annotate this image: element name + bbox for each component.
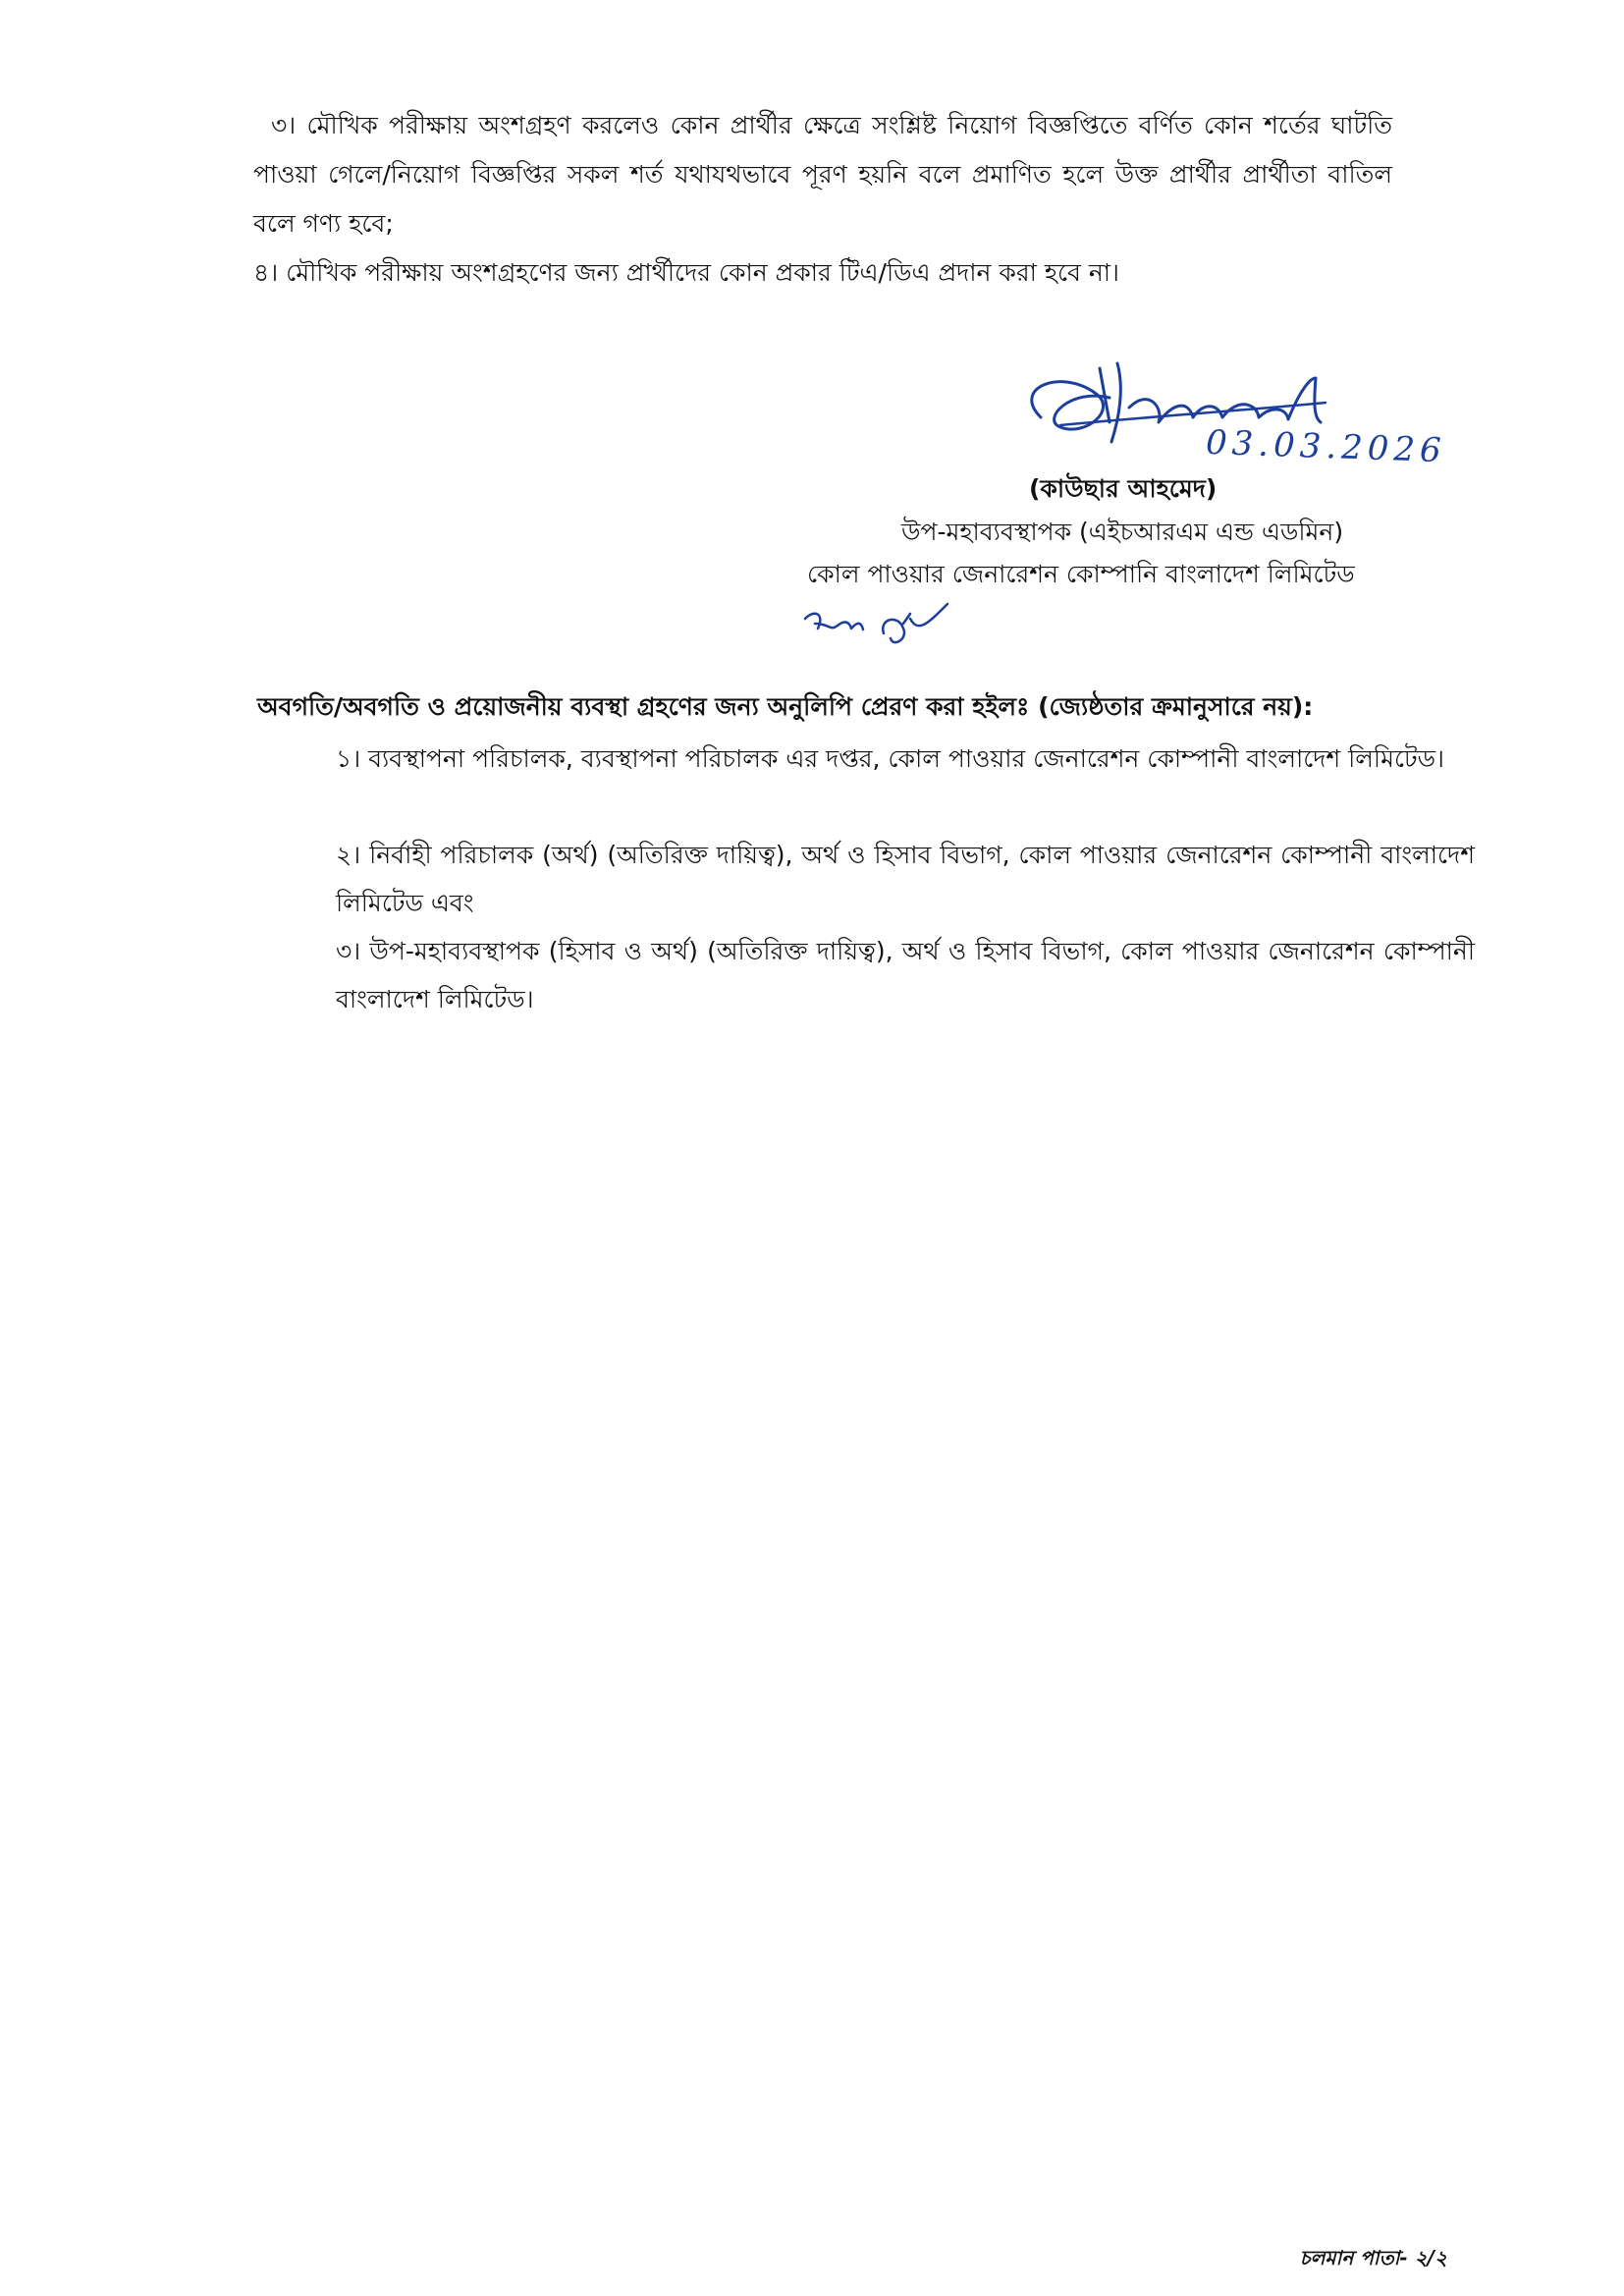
signature-date: 03.03.2026 xyxy=(1205,422,1447,471)
page-continuation-label: চলমান পাতা- ২/২ xyxy=(1299,2246,1447,2269)
condition-3-number: ৩। xyxy=(271,111,297,139)
copy-to-item-3 xyxy=(336,927,1475,1023)
copy-to-item-2 xyxy=(336,831,1475,927)
signatory-designation: উপ-মহাব্যবস্থাপক (এইচআরএম এন্ড এডমিন) xyxy=(901,518,1344,546)
copy-to-heading: অবগতি/অবগতি ও প্রয়োজনীয় ব্যবস্থা গ্রহণের জন্য অনুলিপি প্রেরণ করা হইলঃ (জ্যেষ্ঠতার ক্রমানুসারে নয়): xyxy=(257,692,1314,721)
copy-to-item-3-number: ৩। xyxy=(336,937,361,965)
condition-4 xyxy=(253,253,1119,296)
copy-to-item-2-text: নির্বাহী পরিচালক (অর্থ) (অতিরিক্ত দায়িত্ব), অর্থ ও হিসাব বিভাগ, কোল পাওয়ার জেনারেশন কোম্পানী বাংলাদেশ লিমিটেড এবং xyxy=(336,841,1475,917)
signatory-organization: কোল পাওয়ার জেনারেশন কোম্পানি বাংলাদেশ লিমিটেড xyxy=(807,560,1355,588)
copy-to-item-1 xyxy=(336,735,1475,783)
copy-to-item-1-number: ১। xyxy=(336,744,361,773)
copy-to-item-1-text: ব্যবস্থাপনা পরিচালক, ব্যবস্থাপনা পরিচালক এর দপ্তর, কোল পাওয়ার জেনারেশন কোম্পানী বাংলাদেশ লিমিটেড। xyxy=(368,744,1444,773)
copy-to-item-3-text: উপ-মহাব্যবস্থাপক (হিসাব ও অর্থ) (অতিরিক্ত দায়িত্ব), অর্থ ও হিসাব বিভাগ, কোল পাওয়ার জেনারেশন কোম্পানী বাংলাদেশ লিমিটেড। xyxy=(336,937,1475,1013)
condition-4-number: ৪। xyxy=(253,258,279,287)
condition-3 xyxy=(253,101,1392,248)
condition-4-text: মৌখিক পরীক্ষায় অংশগ্রহণের জন্য প্রার্থীদের কোন প্রকার টিএ/ডিএ প্রদান করা হবে না। xyxy=(286,258,1119,287)
condition-3-text: মৌখিক পরীক্ষায় অংশগ্রহণ করলেও কোন প্রার্থীর ক্ষেত্রে সংশ্লিষ্ট নিয়োগ বিজ্ঞপ্তিতে বর্ণিত কোন শর্তের ঘাটতি পাওয়া গেলে/নিয়োগ বিজ্ঞপ্তির সকল শর্ত যথাযথভাবে পূরণ হয়নি বলে প্রমাণিত হলে উক্ত প্রার্থীর প্রার্থীতা বাতিল বলে গণ্য হবে; xyxy=(253,111,1392,238)
handwritten-initials xyxy=(800,594,967,663)
copy-to-item-2-number: ২। xyxy=(336,841,361,869)
signatory-name: (কাউছার আহমেদ) xyxy=(1029,474,1218,503)
